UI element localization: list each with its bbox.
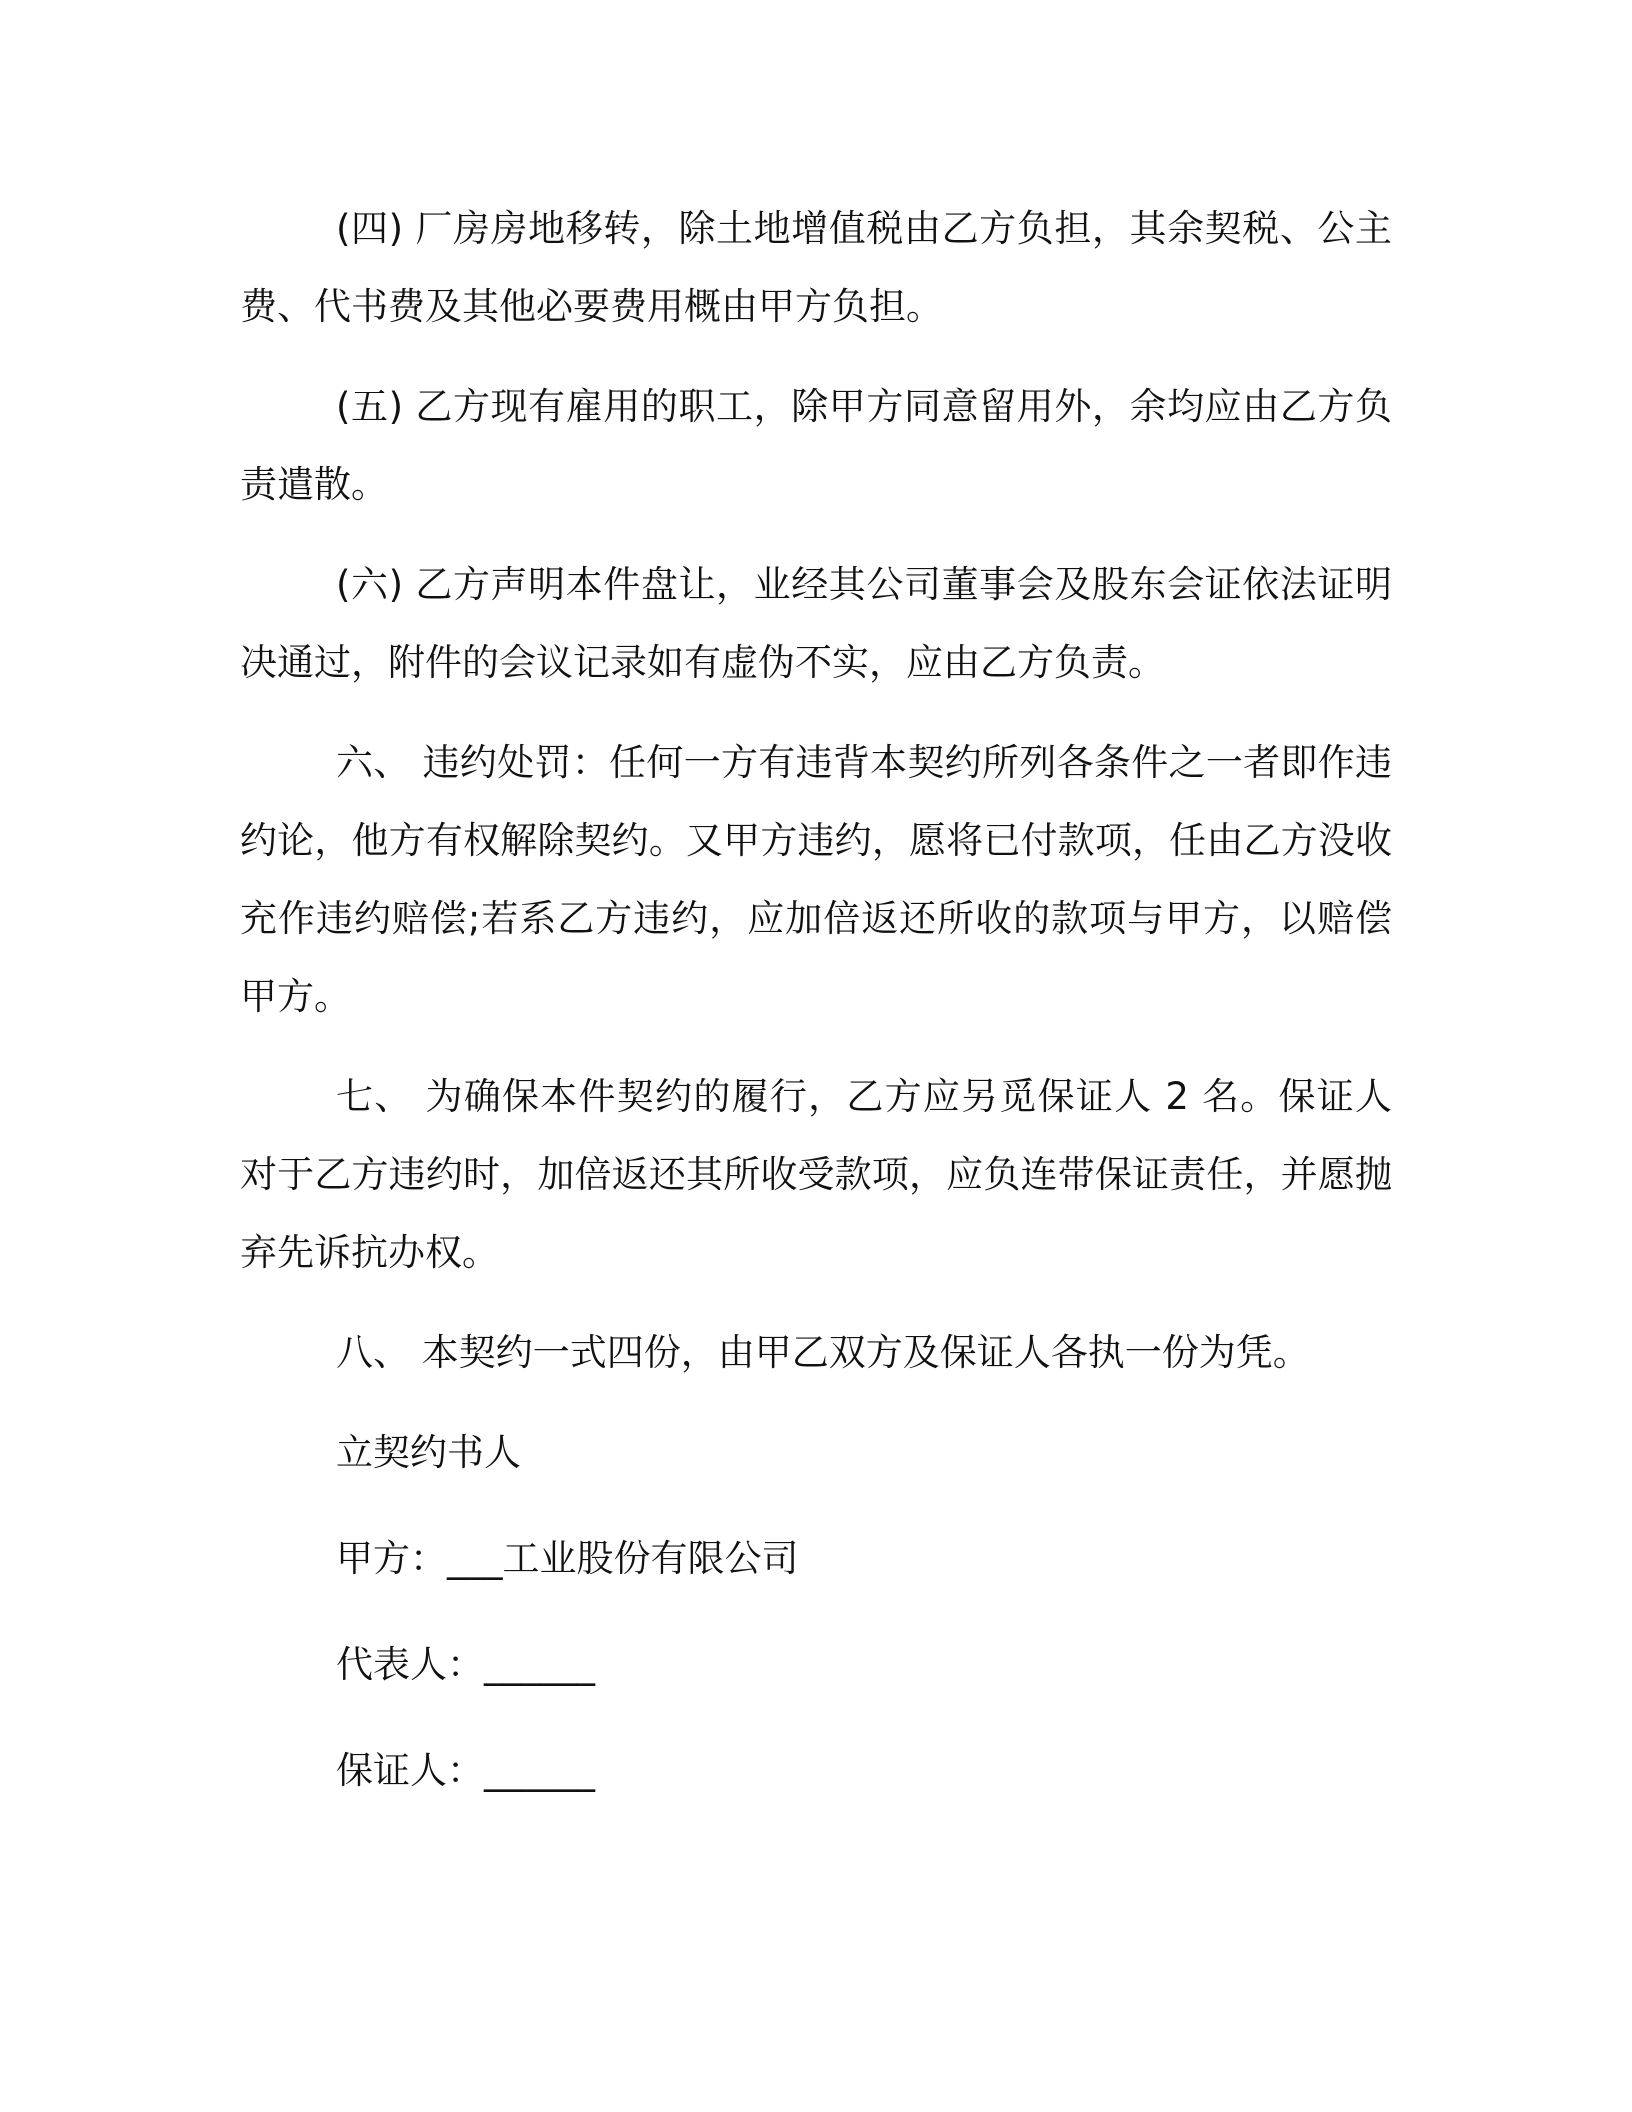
clause-5-staff-dismissal: (五) 乙方现有雇用的职工，除甲方同意留用外，余均应由乙方负责遣散。 xyxy=(240,385,1392,506)
representative-line: 代表人：______ xyxy=(336,1643,595,1686)
guarantor-line: 保证人：______ xyxy=(336,1749,595,1792)
document-page xyxy=(240,190,1392,1838)
party-a-line: 甲方：___工业股份有限公司 xyxy=(336,1537,799,1580)
signature-heading: 立契约书人 xyxy=(336,1431,521,1474)
article-6-breach-penalty: 六、 违约处罚：任何一方有违背本契约所列各条件之一者即作违约论，他方有权解除契约。又甲方违约，愿将已付款项，任由乙方没收充作违约赔偿;若系乙方违约，应加倍返还所收的款项与甲方，以赔偿甲方。 xyxy=(240,741,1392,1018)
clause-4-fee-allocation: (四) 厂房房地移转，除土地增值税由乙方负担，其余契税、公主费、代书费及其他必要费用概由甲方负担。 xyxy=(240,207,1392,328)
clause-6-board-resolution: (六) 乙方声明本件盘让，业经其公司董事会及股东会证依法证明决通过，附件的会议记录如有虚伪不实，应由乙方负责。 xyxy=(240,563,1392,684)
article-8-copies: 八、 本契约一式四份，由甲乙双方及保证人各执一份为凭。 xyxy=(336,1331,1310,1374)
article-7-guarantor: 七、 为确保本件契约的履行，乙方应另觅保证人 2 名。保证人对于乙方违约时，加倍返还其所收受款项，应负连带保证责任，并愿抛弃先诉抗办权。 xyxy=(240,1075,1392,1274)
